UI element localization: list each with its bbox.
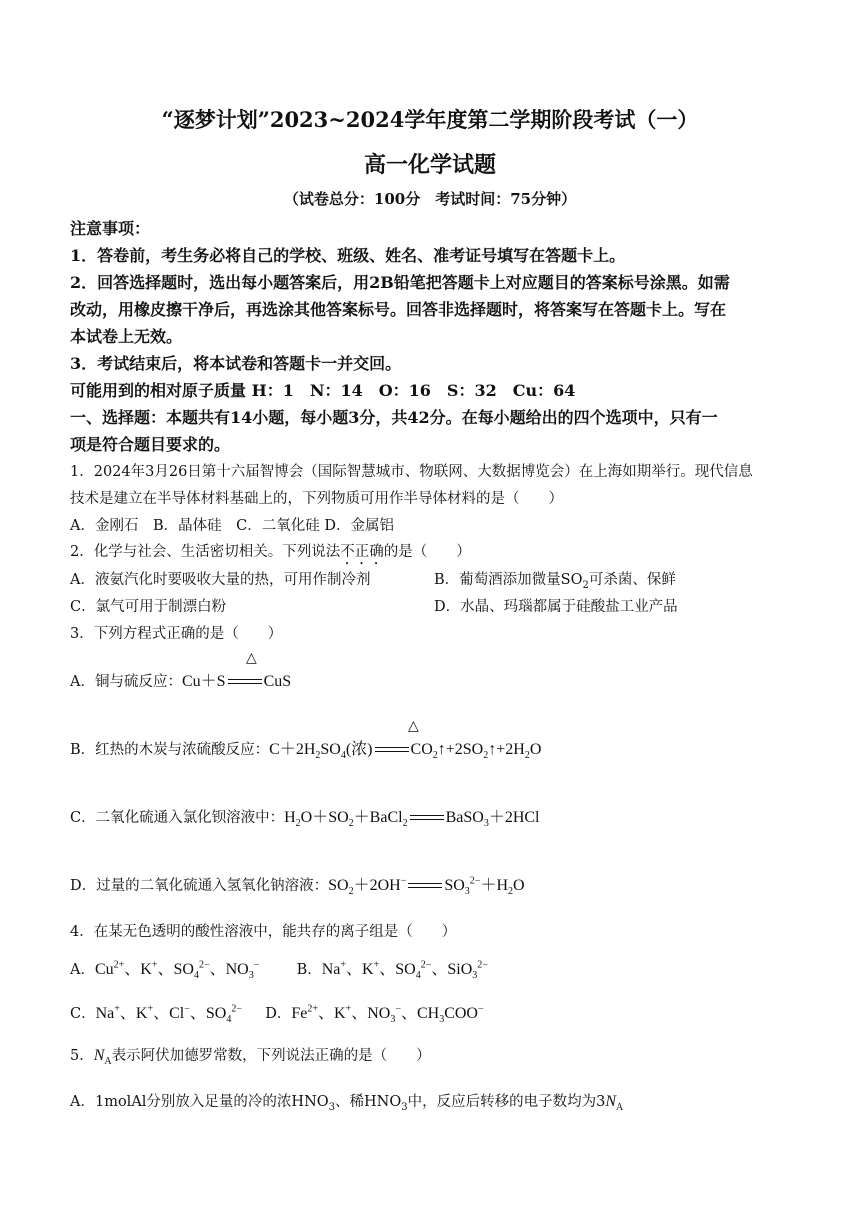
exam-info: （试卷总分：100分 考试时间：75分钟） (283, 190, 577, 208)
note-2-line2: 改动，用橡皮擦干净后，再选涂其他答案标号。回答非选择题时，将答案写在答题卡上。写在 (70, 300, 727, 319)
section1-heading-line2: 项是符合题目要求的。 (70, 435, 231, 454)
q2-option-b: B．葡萄酒添加微量$SO_2$可杀菌、保鲜 (434, 572, 676, 591)
note-1: 1．答卷前，考生务必将自己的学校、班级、姓名、准考证号填写在答题卡上。 (70, 246, 626, 265)
q4-options-cd: C．Na+、K+、Cl−、$SO_4^{2-}$ D．$Fe^{2+}$、K+、$NO_3^-$、$CH_3COO^-$ (70, 1003, 484, 1026)
q1-stem-line2: 技术是建立在半导体材料基础上的，下列物质可用作半导体材料的是（ ） (70, 491, 563, 507)
q3-option-a: A．铜与硫反应：Cu＋S CuS (70, 673, 292, 690)
q1-options: A．金刚石 B．晶体硅 C．二氧化硅 D．金属铝 (70, 518, 394, 534)
q2-option-d: D．水晶、玛瑙都属于硅酸盐工业产品 (434, 599, 678, 615)
note-2-line3: 本试卷上无效。 (70, 327, 183, 346)
q2-option-c: C．氯气可用于制漂白粉 (70, 599, 227, 615)
q5-stem: 5．$N_A$表示阿伏加德罗常数，下列说法正确的是（ ） (70, 1047, 431, 1068)
note-2-line1: 2．回答选择题时，选出每小题答案后，用2B铅笔把答题卡上对应题目的答案标号涂黑。如需 (70, 273, 730, 292)
q2-stem: 2．化学与社会、生活密切相关。下列说法不正确的是（ ） (70, 544, 471, 560)
q2-emphasis: 不正确 (340, 544, 384, 560)
q3-stem: 3．下列方程式正确的是（ ） (70, 626, 283, 642)
exam-subject: 高一化学试题 (363, 152, 496, 178)
q1-stem-line1: 1．2024年3月26日第十六届智博会（国际智慧城市、物联网、大数据博览会）在上海如期举行。现代信息 (70, 464, 753, 480)
atomic-mass-line: 可能用到的相对原子质量 H：1 N：14 O：16 S：32 Cu：64 (70, 381, 576, 400)
note-3: 3．考试结束后，将本试卷和答题卡一并交回。 (70, 354, 402, 373)
q3-option-b: B．红热的木炭与浓硫酸反应：$C+2H_2SO_4$(浓) $CO_2↑+2SO_2↑+2H_2O$ (70, 741, 542, 762)
q3-option-d: D．过量的二氧化硫通入氢氧化钠溶液：$SO_2+2OH^-$ $SO_3^{2-}+H_2O$ (70, 875, 525, 898)
q4-stem: 4．在某无色透明的酸性溶液中，能共存的离子组是（ ） (70, 924, 457, 940)
q2-option-a: A．液氨汽化时要吸收大量的热，可用作制冷剂 (70, 572, 371, 588)
q3-option-c: C．二氧化硫通入氯化钡溶液中：$H_2O+SO_2+BaCl_2$ BaSO$_3$＋2HCl (70, 809, 540, 830)
q5-option-a: A．1molAl分别放入足量的冷的浓$HNO_3$、稀$HNO_3$中，反应后转移的电子数均为$3N_A$ (70, 1093, 624, 1114)
notes-heading: 注意事项： (70, 219, 151, 238)
section1-heading-line1: 一、选择题：本题共有14小题，每小题3分，共42分。在每小题给出的四个选项中，只有一 (70, 408, 718, 427)
heat-symbol-b: △ (408, 718, 419, 734)
q4-options-ab: A．$Cu^{2+}$、K+、$SO_4^{2-}$、$NO_3^-$ B．Na+、K+、$SO_4^{2-}$、SiO$_3^{2-}$ (70, 959, 488, 982)
heat-symbol-a: △ (246, 650, 257, 666)
exam-title: “逐梦计划”2023~2024学年度第二学期阶段考试（一） (161, 107, 699, 132)
